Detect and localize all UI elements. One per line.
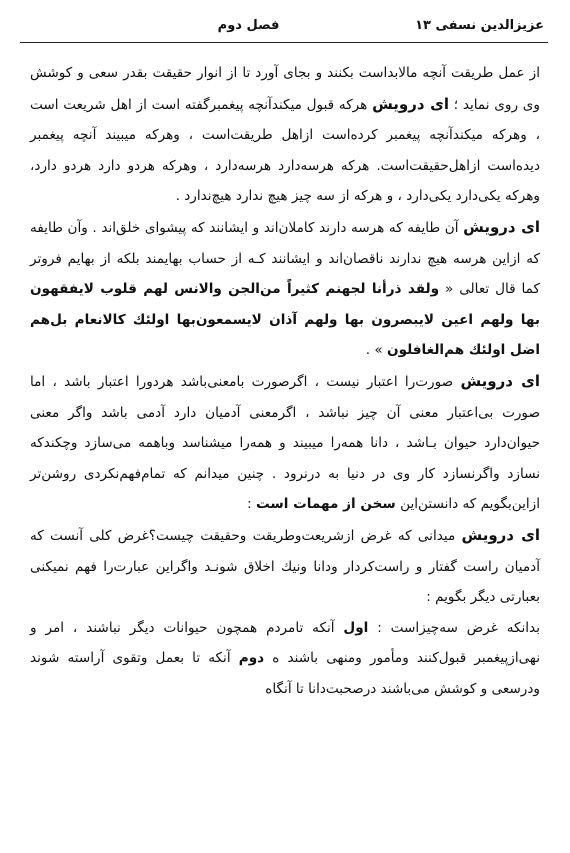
paragraph <box>30 212 540 366</box>
paragraph <box>30 520 540 613</box>
text-run: » . <box>365 342 387 359</box>
bold-run: ای درویش <box>372 94 450 113</box>
bold-run: اول <box>343 619 369 636</box>
page-header <box>22 10 544 40</box>
text-run: از عمل طریقت آنچه مالابداست بکنند و بجای آورد تا از انوار حقیقت بقدر سعی و کوشش وی روی نماید ؛ <box>30 65 540 113</box>
header-divider <box>20 42 548 43</box>
text-run: آنکه تامردم همچون حیوانات دیگر نباشند ، امر و نهی‌ازپیغمبر قبول‌کنند ومأمور ومنهی باشند ه <box>30 619 540 667</box>
bold-run: ای درویش <box>461 525 540 544</box>
book-title-page-number: عزیزالدین نسفی ۱۳ <box>415 17 544 33</box>
body-text <box>30 58 540 704</box>
text-run: هرکه قبول میکندآنچه پیغمبرگفته است از اهل شریعت است ، وهرکه میکندآنچه پیغمبر کرده‌است ازاهل طریقت‌است ، وهرکه میبیند آنچه پیغمبر دیده‌است ازاهل‌حقیقت‌است. هرکه هرسه‌دارد هرسه‌دارد ، وهرکه هردو دارد هردو دارد، وهرکه یکی‌دارد یکی‌دارد ، و هرکه از سه چیز هیچ ندارد هیچ‌ندارد . <box>30 96 540 205</box>
text-run: آن طایفه که هرسه دارند کاملان‌اند و ایشانند که پیشوای خلق‌اند . وآن طایفه که ازاین هرسه هیچ ندارند ناقصان‌اند و ایشانند کـه از حساب بهایمند بلکه از بهایم فروتر کما قال تعالی « <box>30 219 540 298</box>
chapter-title: فصل دوم <box>217 17 280 33</box>
bold-run: ای درویش <box>463 217 540 236</box>
paragraph <box>30 613 540 705</box>
text-run: : <box>247 496 256 513</box>
bold-run: سخن از مهمات است <box>256 496 396 513</box>
text-run: آنکه تا بعمل وتقوی آراسته شوند ودرسعی و کوشش می‌باشند درصحبت‌دانا تا آنگاه <box>30 650 540 697</box>
paragraph <box>30 366 540 520</box>
text-run: بدانکه غرض سه‌چیزاست : <box>368 619 540 636</box>
paragraph <box>30 58 540 212</box>
bold-run: ای درویش <box>460 371 540 390</box>
quran-verse: ولقد ذرأنا لجهنم كثيراً من‌الجن والانس لهم قلوب لايفقهون بها ولهم اعين لايبصرون بها ولهم آذان لايسمعون‌بها اولئك كالانعام بل‌هم اضل اولئك هم‌الغافلون <box>30 281 540 359</box>
text-run: میدانی که غرض ازشریعت‌وطریقت وحقیقت چیست؟غرض کلی آنست که آدمیان راست گفتار و راست‌کردار ودانا ونیك اخلاق شونـد واگراین عبارت‌را فهم نمیکنی بعبارتی دیگر بگویم : <box>30 527 540 606</box>
bold-run: دوم <box>238 650 265 667</box>
text-run: صورت‌را اعتبار نیست ، اگرصورت بامعنی‌باشد هردورا اعتبار باشد ، اما صورت بی‌اعتبار معنی آن چیز نباشد ، اگرمعنی آدمیان دارد آدمی باشد واگر معنی حیوان‌دارد حیوان بـاشد ، دانا همه‌را میبیند و همه‌را میشناسد وباهمه می‌سازد وچکندکه نسازد واگرنسازد کار وی در دنیا به درنرود . چنین میدانم که تمام‌فهم‌نکردی روشن‌تر ازاین‌بگویم که دانستن‌این <box>30 373 540 513</box>
